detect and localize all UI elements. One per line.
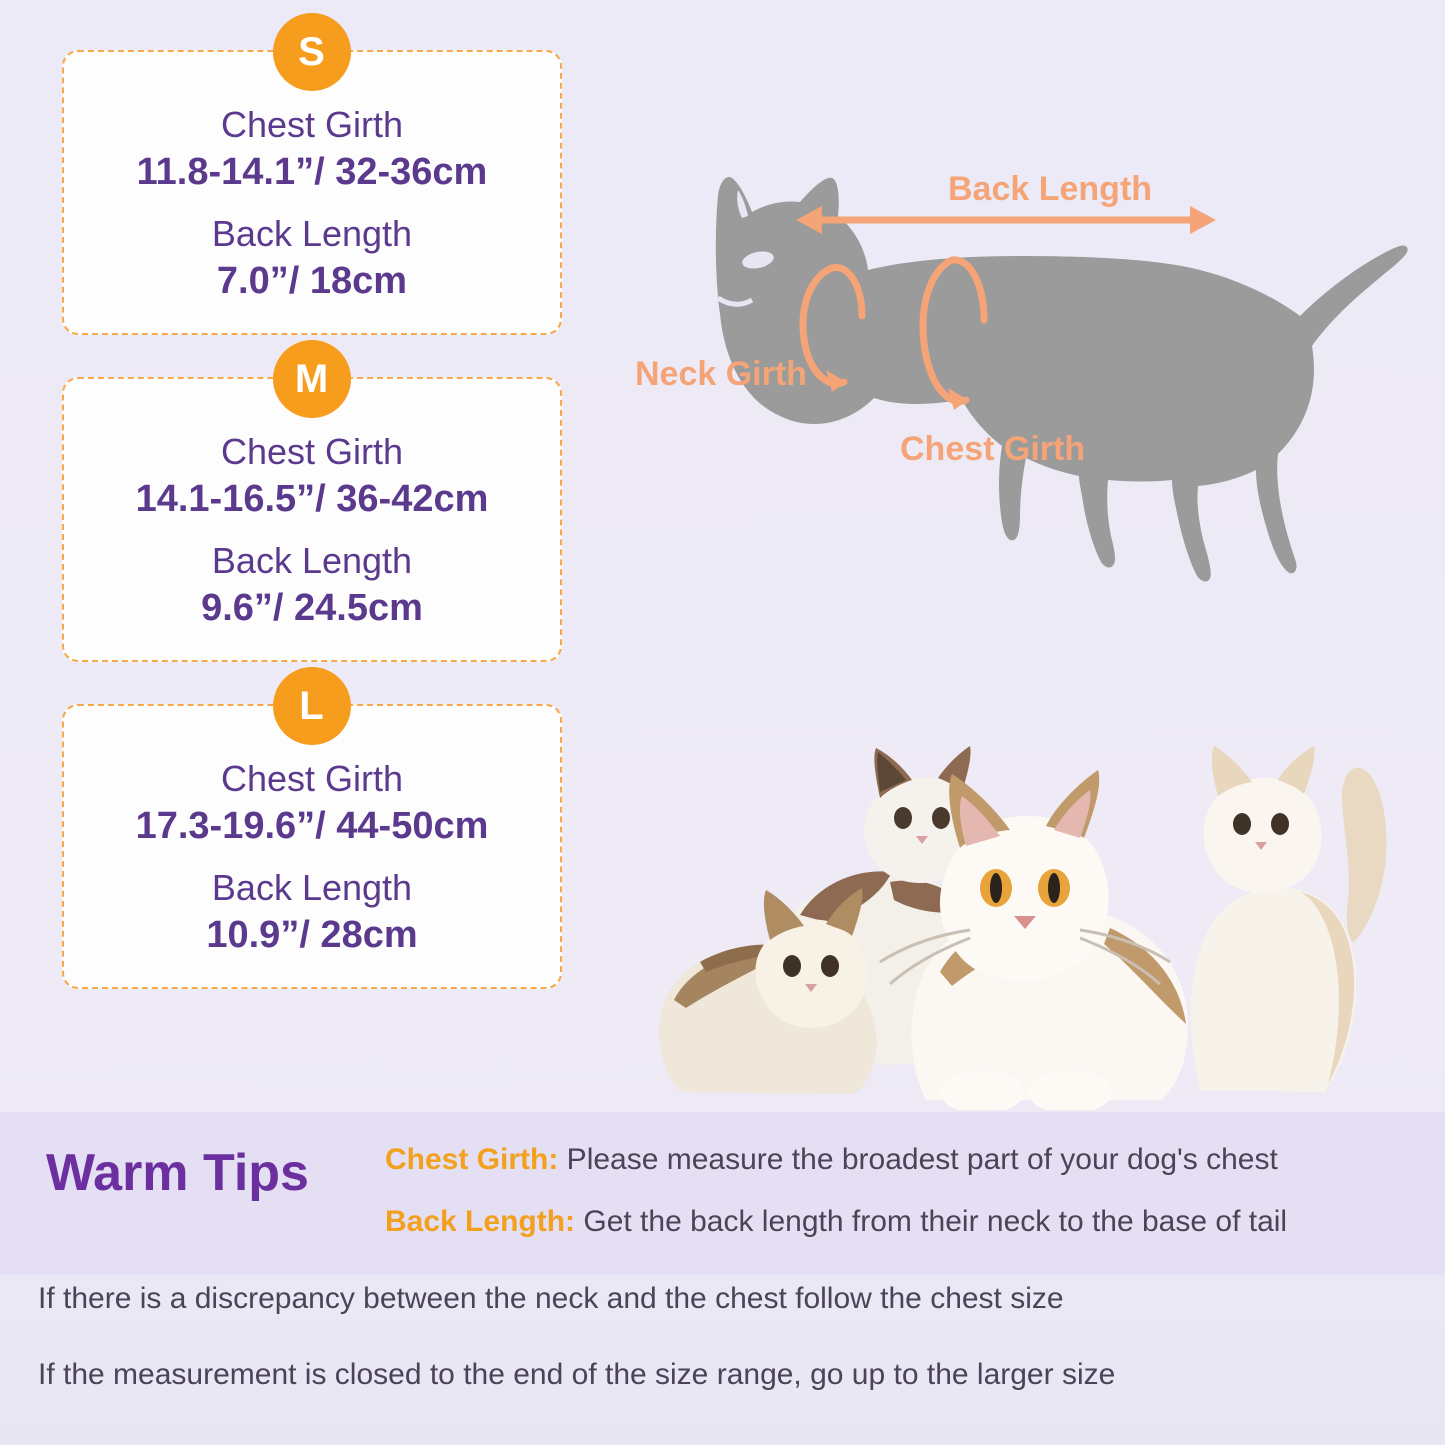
back-length-label-l: Back Length [211,866,413,908]
size-card-s [62,29,562,335]
measurement-diagram [600,120,1420,640]
size-cards-column [62,29,562,1031]
warm-tips-title: Warm Tips [46,1144,309,1202]
note-size-range: If the measurement is closed to the end of the size range, go up to the larger size [38,1358,1116,1391]
cat-right [1191,746,1386,1092]
chest-girth-value-l: 17.3-19.6”/ 44-50cm [135,805,489,847]
size-badge-l: L [273,667,351,745]
chest-girth-label-l: Chest Girth [220,758,404,799]
cats-illustration [640,700,1430,1110]
size-card-l [62,683,562,989]
size-badge-m: M [273,340,351,418]
cat-front-left [659,888,877,1094]
cat-group-photo [640,700,1430,1110]
back-length-value-m: 9.6”/ 24.5cm [201,586,423,629]
tip-back-length [385,1205,1287,1239]
note-discrepancy: If there is a discrepancy between the neck and the chest follow the chest size [38,1282,1064,1315]
tip-chest-girth-key: Chest Girth: [385,1143,559,1176]
diagram-back-length-label: Back Length [948,170,1153,208]
size-badge-s: S [273,13,351,91]
back-length-label-s: Back Length [211,212,413,254]
diagram-chest-girth-label: Chest Girth [900,430,1086,468]
chest-girth-label-s: Chest Girth [220,104,404,145]
tip-back-length-text: Get the back length from their neck to the base of tail [575,1205,1288,1238]
back-length-value-l: 10.9”/ 28cm [206,913,418,956]
tip-chest-girth-text: Please measure the broadest part of your dog's chest [558,1143,1278,1176]
back-length-label-m: Back Length [211,539,413,581]
chest-girth-value-m: 14.1-16.5”/ 36-42cm [135,478,489,520]
back-length-value-s: 7.0”/ 18cm [216,259,408,302]
chest-girth-value-s: 11.8-14.1”/ 32-36cm [136,151,488,193]
diagram-neck-girth-label: Neck Girth [635,355,807,393]
size-card-m [62,356,562,662]
tip-back-length-key: Back Length: [385,1205,576,1238]
tip-chest-girth [385,1143,1278,1177]
chest-girth-label-m: Chest Girth [220,431,404,472]
